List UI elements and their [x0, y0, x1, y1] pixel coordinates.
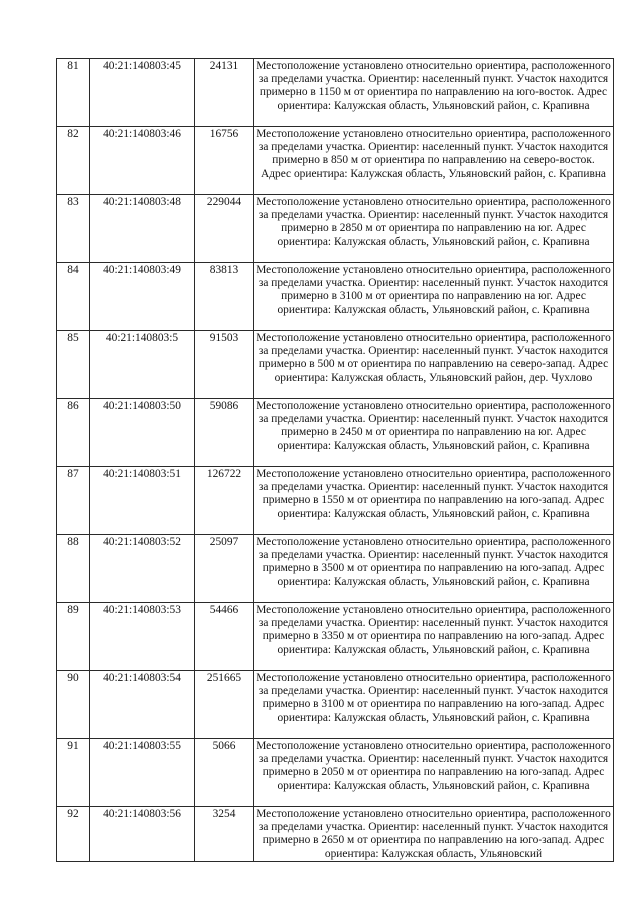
- table-row: [57, 535, 614, 603]
- location-description: Местоположение установлено относительно ориентира, расположенного за пределами участка. Ориентир: населенный пункт. Участок находится примерно в 3500 м от ориентира по направлению на юго-запад. Адрес ориентира: Калужская область, Ульяновский район, с. Крапивна: [254, 535, 614, 603]
- table-row: [57, 671, 614, 739]
- cadastral-number: 40:21:140803:49: [90, 263, 195, 331]
- row-number: 88: [57, 535, 90, 603]
- area-value: 5066: [195, 739, 254, 807]
- table-row: [57, 59, 614, 127]
- row-number: 89: [57, 603, 90, 671]
- row-number: 86: [57, 399, 90, 467]
- location-description: Местоположение установлено относительно ориентира, расположенного за пределами участка. Ориентир: населенный пункт. Участок находится примерно в 850 м от ориентира по направлению на северо-восток. Адрес ориентира: Калужская область, Ульяновский район, с. Крапивна: [254, 127, 614, 195]
- table-row: [57, 739, 614, 807]
- table-row: [57, 195, 614, 263]
- row-number: 90: [57, 671, 90, 739]
- table-row: [57, 807, 614, 862]
- row-number: 87: [57, 467, 90, 535]
- row-number: 81: [57, 59, 90, 127]
- row-number: 82: [57, 127, 90, 195]
- table-row: [57, 127, 614, 195]
- table-row: [57, 399, 614, 467]
- location-description: Местоположение установлено относительно ориентира, расположенного за пределами участка. Ориентир: населенный пункт. Участок находится примерно в 3350 м от ориентира по направлению на юго-запад. Адрес ориентира: Калужская область, Ульяновский район, с. Крапивна: [254, 603, 614, 671]
- location-description: Местоположение установлено относительно ориентира, расположенного за пределами участка. Ориентир: населенный пункт. Участок находится примерно в 1550 м от ориентира по направлению на юго-запад. Адрес ориентира: Калужская область, Ульяновский район, с. Крапивна: [254, 467, 614, 535]
- row-number: 83: [57, 195, 90, 263]
- row-number: 85: [57, 331, 90, 399]
- area-value: 91503: [195, 331, 254, 399]
- location-description: Местоположение установлено относительно ориентира, расположенного за пределами участка. Ориентир: населенный пункт. Участок находится примерно в 1150 м от ориентира по направлению на юго-восток. Адрес ориентира: Калужская область, Ульяновский район, с. Крапивна: [254, 59, 614, 127]
- row-number: 91: [57, 739, 90, 807]
- cadastral-number: 40:21:140803:45: [90, 59, 195, 127]
- location-description: Местоположение установлено относительно ориентира, расположенного за пределами участка. Ориентир: населенный пункт. Участок находится примерно в 500 м от ориентира по направлению на северо-запад. Адрес ориентира: Калужская область, Ульяновский район, дер. Чухлово: [254, 331, 614, 399]
- location-description: Местоположение установлено относительно ориентира, расположенного за пределами участка. Ориентир: населенный пункт. Участок находится примерно в 2050 м от ориентира по направлению на юго-запад. Адрес ориентира: Калужская область, Ульяновский район, с. Крапивна: [254, 739, 614, 807]
- cadastral-number: 40:21:140803:56: [90, 807, 195, 862]
- cadastral-number: 40:21:140803:46: [90, 127, 195, 195]
- area-value: 3254: [195, 807, 254, 862]
- table-row: [57, 331, 614, 399]
- cadastral-number: 40:21:140803:5: [90, 331, 195, 399]
- table-row: [57, 263, 614, 331]
- area-value: 24131: [195, 59, 254, 127]
- area-value: 59086: [195, 399, 254, 467]
- area-value: 83813: [195, 263, 254, 331]
- area-value: 54466: [195, 603, 254, 671]
- cadastral-number: 40:21:140803:48: [90, 195, 195, 263]
- cadastral-number: 40:21:140803:52: [90, 535, 195, 603]
- table-row: [57, 603, 614, 671]
- cadastral-number: 40:21:140803:51: [90, 467, 195, 535]
- cadastral-number: 40:21:140803:53: [90, 603, 195, 671]
- land-plots-table: [56, 58, 614, 862]
- area-value: 16756: [195, 127, 254, 195]
- area-value: 229044: [195, 195, 254, 263]
- table-body: [57, 59, 614, 862]
- location-description: Местоположение установлено относительно ориентира, расположенного за пределами участка. Ориентир: населенный пункт. Участок находится примерно в 2450 м от ориентира по направлению на юг. Адрес ориентира: Калужская область, Ульяновский район, с. Крапивна: [254, 399, 614, 467]
- area-value: 25097: [195, 535, 254, 603]
- area-value: 126722: [195, 467, 254, 535]
- area-value: 251665: [195, 671, 254, 739]
- cadastral-number: 40:21:140803:55: [90, 739, 195, 807]
- row-number: 92: [57, 807, 90, 862]
- location-description: Местоположение установлено относительно ориентира, расположенного за пределами участка. Ориентир: населенный пункт. Участок находится примерно в 3100 м от ориентира по направлению на юго-запад. Адрес ориентира: Калужская область, Ульяновский район, с. Крапивна: [254, 671, 614, 739]
- cadastral-number: 40:21:140803:50: [90, 399, 195, 467]
- row-number: 84: [57, 263, 90, 331]
- location-description: Местоположение установлено относительно ориентира, расположенного за пределами участка. Ориентир: населенный пункт. Участок находится примерно в 2850 м от ориентира по направлению на юг. Адрес ориентира: Калужская область, Ульяновский район, с. Крапивна: [254, 195, 614, 263]
- location-description: Местоположение установлено относительно ориентира, расположенного за пределами участка. Ориентир: населенный пункт. Участок находится примерно в 2650 м от ориентира по направлению на юго-запад. Адрес ориентира: Калужская область, Ульяновский: [254, 807, 614, 862]
- location-description: Местоположение установлено относительно ориентира, расположенного за пределами участка. Ориентир: населенный пункт. Участок находится примерно в 3100 м от ориентира по направлению на юг. Адрес ориентира: Калужская область, Ульяновский район, с. Крапивна: [254, 263, 614, 331]
- cadastral-number: 40:21:140803:54: [90, 671, 195, 739]
- table-row: [57, 467, 614, 535]
